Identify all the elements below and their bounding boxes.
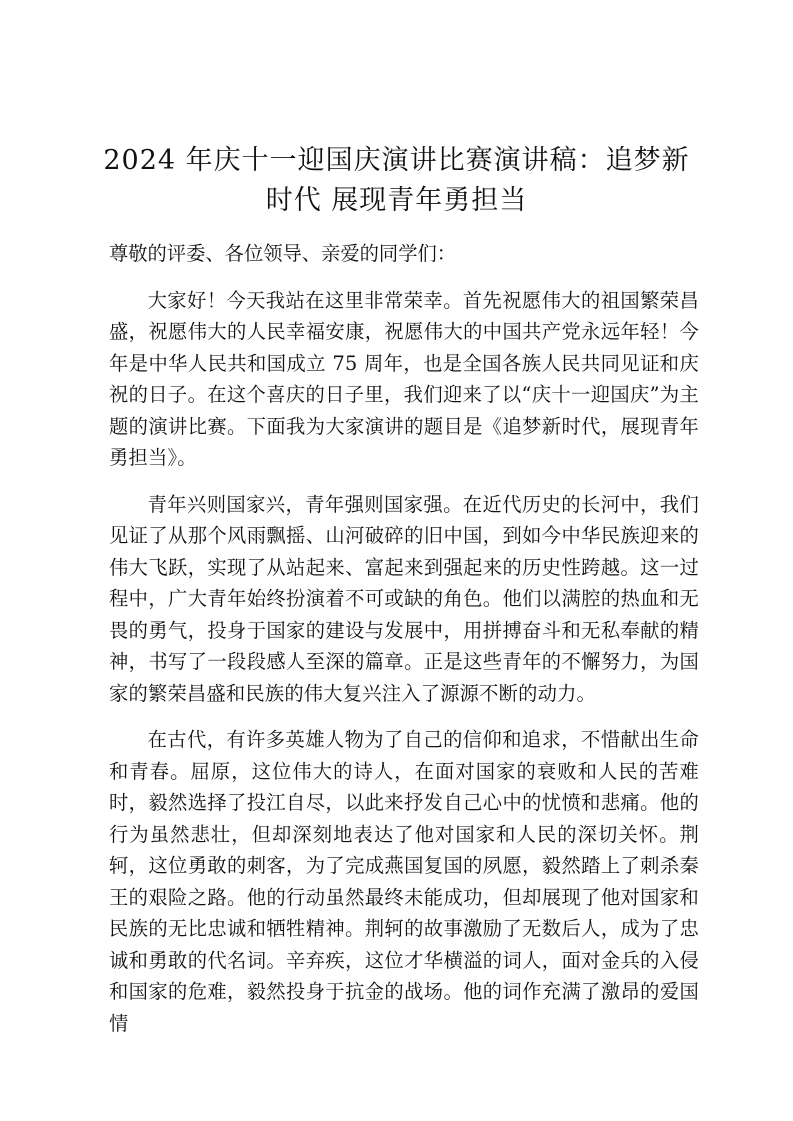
paragraph-2: 青年兴则国家兴，青年强则国家强。在近代历史的长河中，我们见证了从那个风雨飘摇、山河破碎的旧中国，到如今中华民族迎来的伟大飞跃，实现了从站起来、富起来到强起来的历史性跨越。这一过程中，广大青年始终扮演着不可或缺的角色。他们以满腔的热血和无畏的勇气，投身于国家的建设与发展中，用拼搏奋斗和无私奉献的精神，书写了一段段感人至深的篇章。正是这些青年的不懈努力，为国家的繁荣昌盛和民族的伟大复兴注入了源源不断的动力。 [109,492,699,705]
document-title: 2024 年庆十一迎国庆演讲比赛演讲稿：追梦新时代 展现青年勇担当 [103,145,690,216]
paragraph-1: 大家好！今天我站在这里非常荣幸。首先祝愿伟大的祖国繁荣昌盛，祝愿伟大的人民幸福安康，祝愿伟大的中国共产党永远年轻！今年是中华人民共和国成立 75 周年，也是全国各族人民共同见证和庆祝的日子。在这个喜庆的日子里，我们迎来了以“庆十一迎国庆”为主题的演讲比赛。下面我为大家演讲的题目是《追梦新时代，展现青年勇担当》。 [109,288,699,469]
document-body [109,238,699,1054]
salutation: 尊敬的评委、各位领导、亲爱的同学们： [109,242,457,265]
paragraph-3: 在古代，有许多英雄人物为了自己的信仰和追求，不惜献出生命和青春。屈原，这位伟大的诗人，在面对国家的衰败和人民的苦难时，毅然选择了投江自尽，以此来抒发自己心中的忧愤和悲痛。他的行为虽然悲壮，但却深刻地表达了他对国家和人民的深切关怀。荆轲，这位勇敢的刺客，为了完成燕国复国的夙愿，毅然踏上了刺杀秦王的艰险之路。他的行动虽然最终未能成功，但却展现了他对国家和民族的无比忠诚和牺牲精神。荆轲的故事激励了无数后人，成为了忠诚和勇敢的代名词。辛弃疾，这位才华横溢的词人，面对金兵的入侵和国家的危难，毅然投身于抗金的战场。他的词作充满了激昂的爱国情 [109,728,699,1035]
